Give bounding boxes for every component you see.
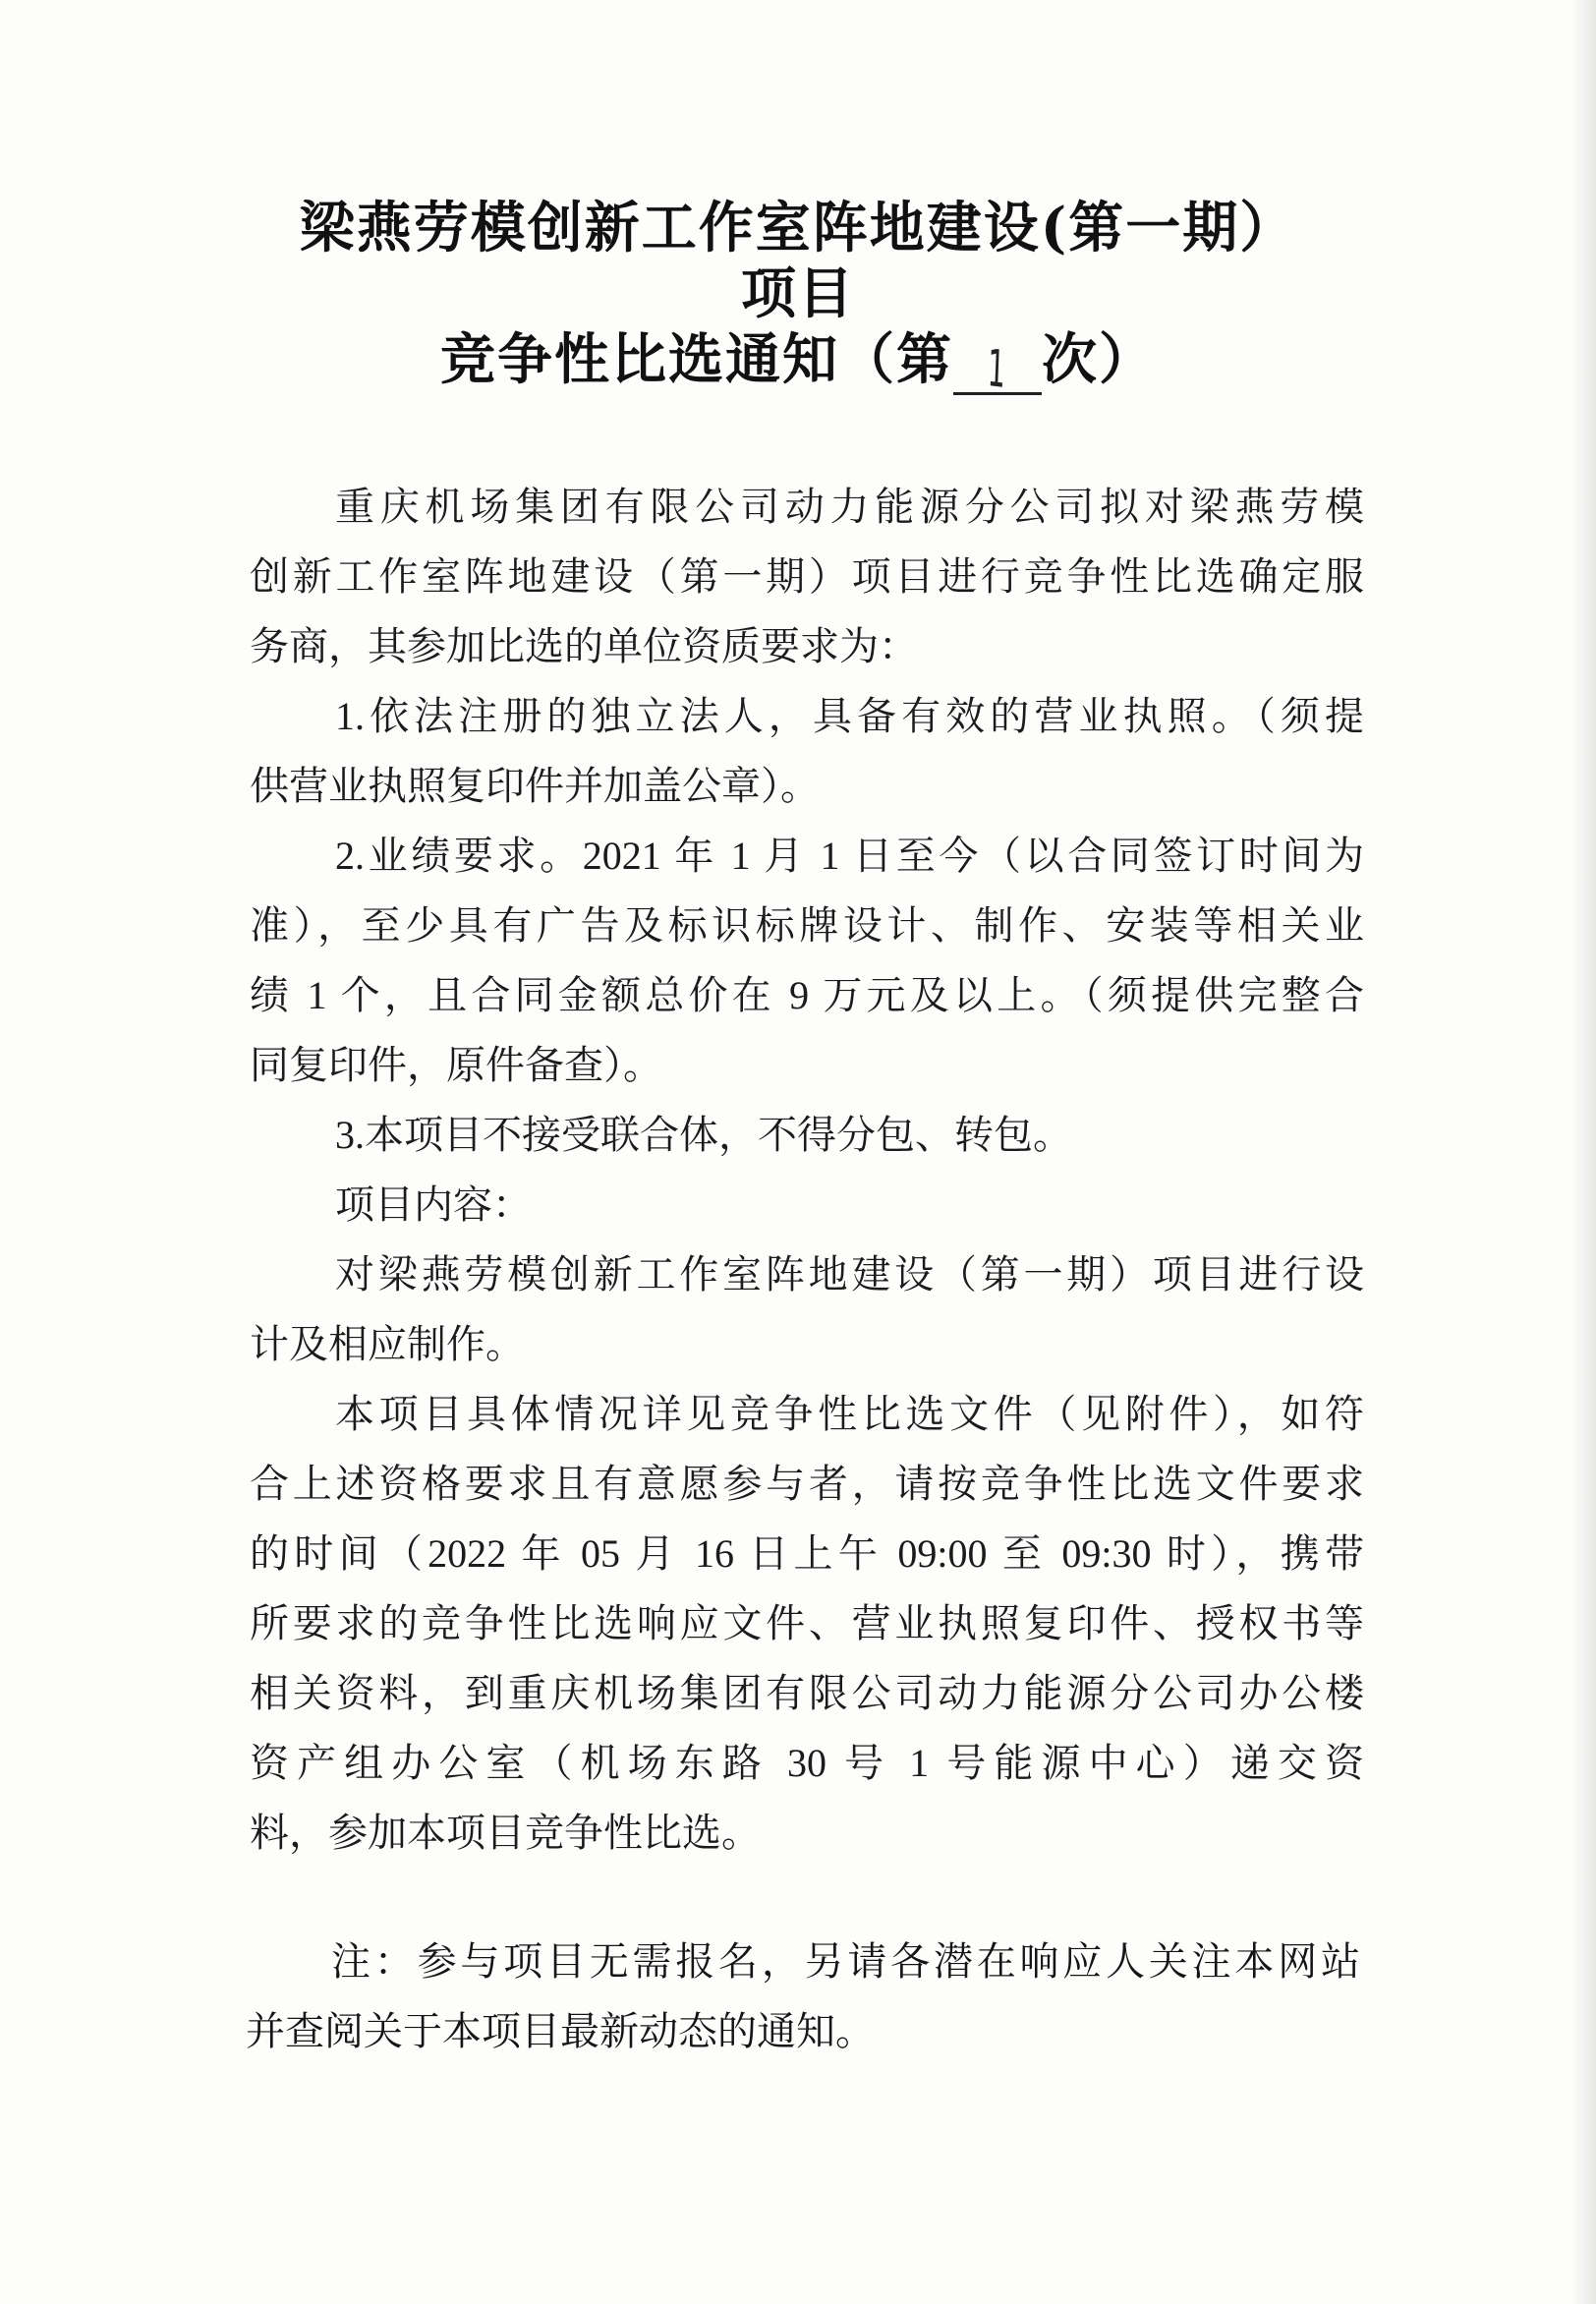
document-title — [0, 196, 1596, 401]
paragraph-requirement-2 — [250, 821, 1364, 1100]
handwritten-fill-blank — [953, 335, 1042, 401]
paragraph-line: 相关资料，到重庆机场集团有限公司动力能源分公司办公楼 — [250, 1671, 1364, 1715]
title-line-3-suffix: 次） — [1042, 327, 1156, 392]
title-line-3-prefix: 竞争性比选通知（第 — [440, 327, 953, 392]
note-line: 并查阅关于本项目最新动态的通知。 — [246, 2009, 875, 2054]
paragraph-submission — [250, 1379, 1364, 1868]
paragraph-line: 计及相应制作。 — [250, 1322, 525, 1366]
paragraph-line: 资产组办公室（机场东路 30 号 1 号能源中心）递交资 — [250, 1741, 1364, 1785]
handwritten-number: 1 — [987, 338, 1008, 401]
title-line-2: 项目 — [741, 261, 855, 326]
paragraph-line: 3.本项目不接受联合体，不得分包、转包。 — [335, 1113, 1072, 1157]
paragraph-line: 准），至少具有广告及标识标牌设计、制作、安装等相关业 — [250, 903, 1364, 948]
paragraph-line: 的时间（2022 年 05 月 16 日上午 09:00 至 09:30 时），携带 — [250, 1531, 1364, 1576]
paragraph-content — [250, 1239, 1364, 1379]
title-line-3 — [0, 327, 1596, 401]
paragraph-requirement-3 — [250, 1100, 1364, 1170]
paragraph-line: 1.依法注册的独立法人，具备有效的营业执照。（须提 — [335, 694, 1364, 738]
paragraph-intro — [250, 472, 1364, 681]
note-paragraph — [246, 1928, 1360, 2067]
paragraph-line: 绩 1 个，且合同金额总价在 9 万元及以上。（须提供完整合 — [250, 973, 1364, 1017]
paragraph-line: 供营业执照复印件并加盖公章）。 — [250, 764, 820, 808]
document-body — [250, 472, 1364, 1868]
paragraph-content-heading — [250, 1170, 1364, 1239]
note-line: 注：参与项目无需报名，另请各潜在响应人关注本网站 — [331, 1939, 1360, 1985]
paragraph-line: 所要求的竞争性比选响应文件、营业执照复印件、授权书等 — [250, 1601, 1364, 1645]
paragraph-line: 项目内容： — [335, 1182, 532, 1227]
paragraph-line: 对梁燕劳模创新工作室阵地建设（第一期）项目进行设 — [335, 1252, 1364, 1296]
paragraph-line: 务商，其参加比选的单位资质要求为： — [250, 624, 918, 668]
paragraph-line: 料，参加本项目竞争性比选。 — [250, 1811, 761, 1855]
paragraph-line: 重庆机场集团有限公司动力能源分公司拟对梁燕劳模 — [335, 485, 1364, 529]
paragraph-requirement-1 — [250, 681, 1364, 821]
paragraph-line: 创新工作室阵地建设（第一期）项目进行竞争性比选确定服 — [250, 554, 1364, 599]
paragraph-line: 本项目具体情况详见竞争性比选文件（见附件），如符 — [335, 1392, 1364, 1436]
paragraph-line: 合上述资格要求且有意愿参与者，请按竞争性比选文件要求 — [250, 1462, 1364, 1506]
paragraph-line: 同复印件，原件备查）。 — [250, 1043, 662, 1087]
title-line-1: 梁燕劳模创新工作室阵地建设(第一期） — [299, 196, 1297, 260]
paragraph-line: 2.业绩要求。2021 年 1 月 1 日至今（以合同签订时间为 — [335, 834, 1364, 878]
